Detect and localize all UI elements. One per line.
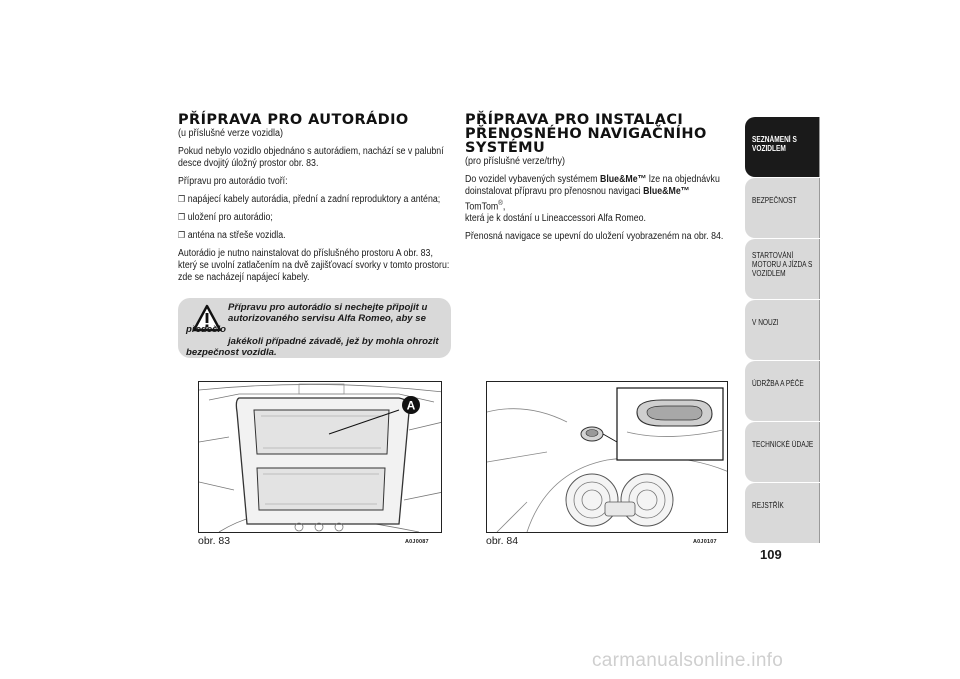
figure-caption: obr. 84 bbox=[486, 535, 519, 547]
watermark: carmanualsonline.info bbox=[592, 650, 784, 671]
list-item: ❒ anténa na střeše vozidla. bbox=[178, 230, 286, 241]
radio-compartment-illustration bbox=[199, 382, 442, 533]
tab-udrzba-a-pece[interactable]: ÚDRŽBA A PÉČE bbox=[745, 361, 820, 421]
section-heading-navigation: PŘÍPRAVA PRO INSTALACI PŘENOSNÉHO NAVIGAČNÍHO SYSTÉMU bbox=[465, 112, 707, 156]
warning-text: Přípravu pro autorádio si nechejte připojit u autorizovaného servisu Alfa Romeo, aby se předešlo jakékoli případné závadě, jež by mohla ohrozit bezpečnost vozidla. bbox=[186, 302, 439, 358]
tab-v-nouzi[interactable]: V NOUZI bbox=[745, 300, 820, 360]
section-heading-radio: PŘÍPRAVA PRO AUTORÁDIO bbox=[178, 112, 409, 128]
tab-rejstrik[interactable]: REJSTŘÍK bbox=[745, 483, 820, 543]
composition-label: Přípravu pro autorádio tvoří: bbox=[178, 176, 288, 187]
page-number: 109 bbox=[760, 547, 782, 562]
brand-name: Blue&Me™ bbox=[599, 174, 647, 185]
left-column bbox=[178, 113, 453, 284]
tab-startovani[interactable]: STARTOVÁNÍ MOTORU A JÍZDA S VOZIDLEM bbox=[745, 239, 820, 299]
right-column bbox=[465, 113, 727, 243]
tab-seznameni-s-vozidlem[interactable]: SEZNÁMENÍ S VOZIDLEM bbox=[745, 117, 820, 177]
install-paragraph: Autorádio je nutno nainstalovat do příslušného prostoru A obr. 83, který se uvolní zatlačením na dvě zajišťovací svorky v tomto prostoru: zde se nacházejí napájecí kabely. bbox=[178, 248, 450, 283]
checkbox-bullet-icon: ❒ bbox=[178, 230, 186, 240]
mount-paragraph: Přenosná navigace se upevní do uložení vyobrazeném na obr. 84. bbox=[465, 231, 724, 243]
list-item: ❒ uložení pro autorádio; bbox=[178, 212, 273, 223]
tab-technicke-udaje[interactable]: TECHNICKÉ ÚDAJE bbox=[745, 422, 820, 482]
figure-83-radio-compartment bbox=[198, 381, 442, 533]
warning-box bbox=[178, 298, 451, 358]
figure-caption: obr. 83 bbox=[198, 535, 231, 547]
tab-bezpecnost[interactable]: BEZPEČNOST bbox=[745, 178, 820, 238]
section-subheading-navigation: (pro příslušné verze/trhy) bbox=[465, 156, 566, 167]
intro-paragraph: Pokud nebylo vozidlo objednáno s autorádiem, nachází se v palubní desce dvojitý úložný prostor obr. 83. bbox=[178, 146, 444, 169]
svg-text:A: A bbox=[406, 398, 416, 413]
checkbox-bullet-icon: ❒ bbox=[178, 212, 186, 222]
figure-code: A0J0107 bbox=[693, 539, 717, 545]
navigation-paragraph: Do vozidel vybavených systémem Blue&Me™ lze na objednávku doinstalovat přípravu pro přenosnou navigaci Blue&Me™ TomTom®, která je k dostání u Lineaccessori Alfa Romeo. bbox=[465, 174, 720, 225]
navigation-mount-illustration bbox=[487, 382, 728, 533]
list-item: ❒ napájecí kabely autorádia, přední a zadní reproduktory a anténa; bbox=[178, 194, 441, 205]
figure-code: A0J0087 bbox=[405, 539, 429, 545]
section-subheading-radio: (u příslušné verze vozidla) bbox=[178, 128, 284, 139]
figure-84-navigation-mount bbox=[486, 381, 728, 533]
brand-name: Blue&Me™ bbox=[643, 186, 690, 197]
checkbox-bullet-icon: ❒ bbox=[178, 194, 186, 204]
